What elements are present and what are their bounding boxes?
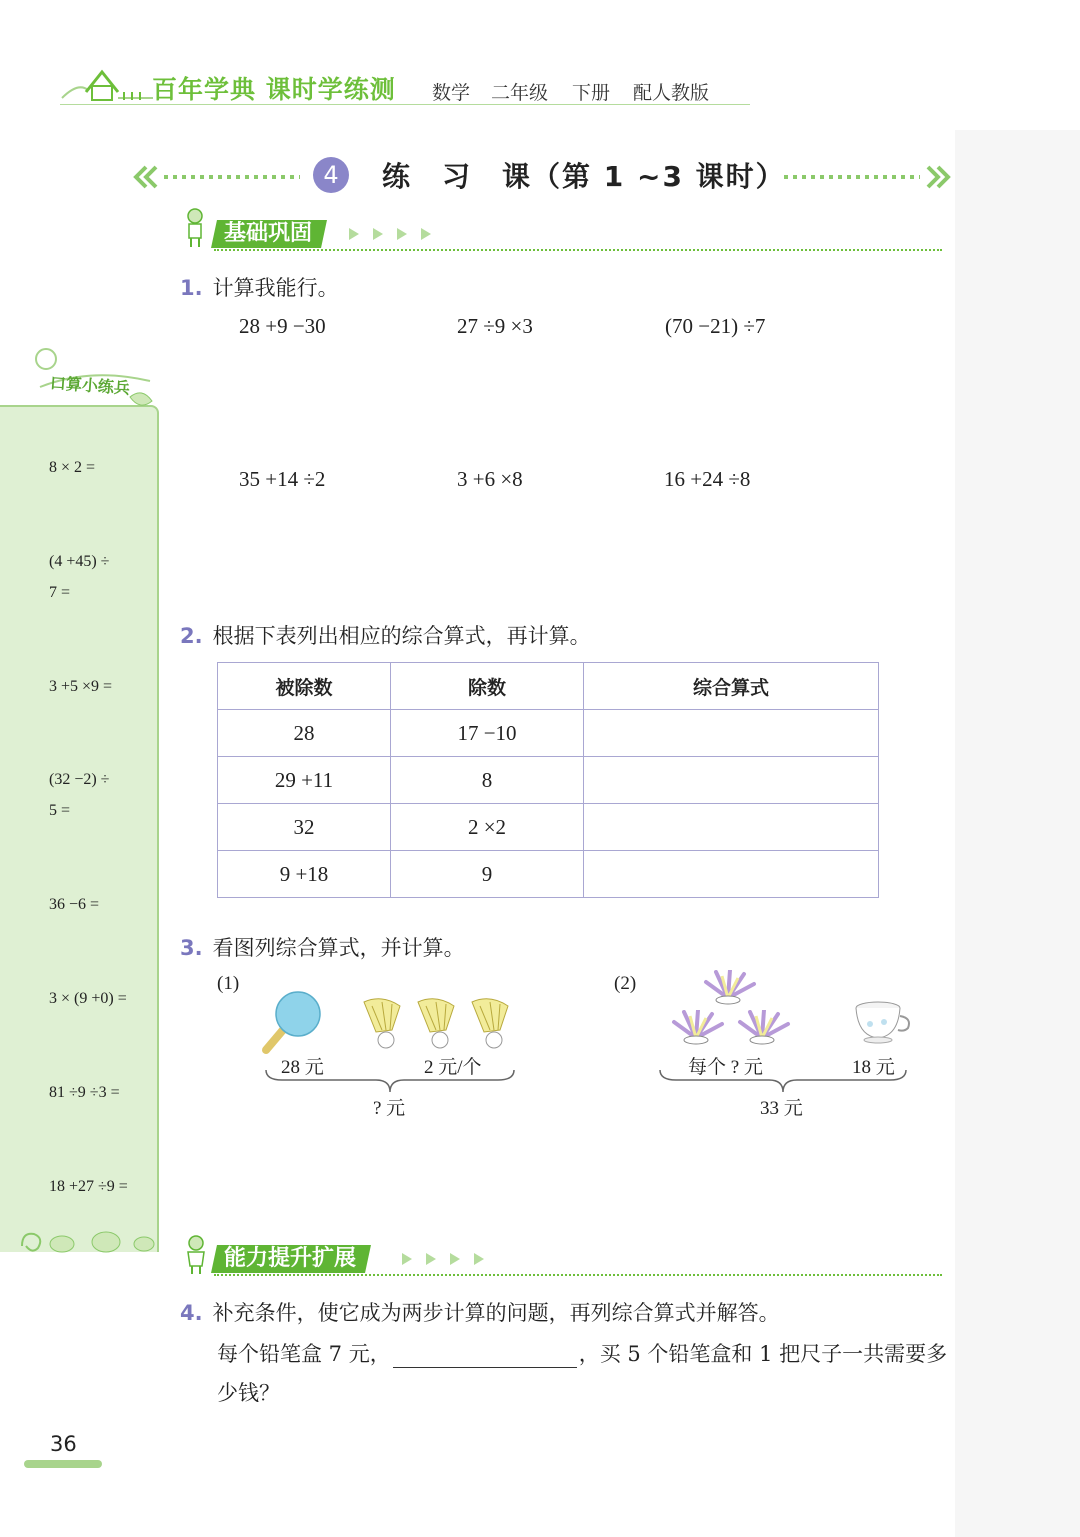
sidebar-item: 18 +27 ÷9 = [49, 1178, 128, 1195]
condition-text: 每个铅笔盒 7 元， [217, 1342, 391, 1366]
question-text: 计算我能行。 [212, 276, 339, 300]
total-label: 33 元 [760, 1098, 803, 1119]
table-cell: 28 [218, 710, 391, 757]
question-text-continued: ，买 5 个铅笔盒和 1 把尺子一共需要多 [578, 1342, 948, 1366]
feather-shuttlecock-icon [700, 970, 758, 1006]
sidebar-item: (32 −2) ÷ [49, 771, 110, 788]
table-row [218, 710, 879, 757]
price-label: 2 元/个 [424, 1057, 482, 1078]
lesson-title: 练 习 课（第 1 ~3 课时） [382, 160, 786, 193]
question-1 [180, 272, 339, 302]
part-label: (2) [614, 973, 637, 994]
price-label: 每个 ? 元 [688, 1057, 763, 1078]
table-cell: 32 [218, 804, 391, 851]
page-margin [955, 130, 1080, 1537]
table-cell: 9 +18 [218, 851, 391, 898]
sidebar-item: 8 × 2 = [49, 459, 96, 476]
page-number-bar [24, 1460, 102, 1468]
answer-cell[interactable] [584, 757, 879, 804]
table-row [218, 851, 879, 898]
question-text-continued: 少钱？ [217, 1381, 280, 1405]
sidebar-item: 7 = [49, 584, 71, 601]
part-label: (1) [217, 973, 240, 994]
column-header: 综合算式 [584, 663, 879, 710]
double-chevron-right-icon [782, 163, 952, 191]
expression: 27 ÷9 ×3 [457, 314, 533, 338]
table-cell: 9 [391, 851, 584, 898]
answer-cell[interactable] [584, 851, 879, 898]
question-number: 2. [180, 624, 203, 648]
section-divider [214, 249, 942, 251]
subject: 数学 [432, 82, 471, 104]
brand-title: 百年学典 课时学练测 [152, 75, 396, 104]
question-4 [180, 1297, 780, 1327]
shuttlecock-icon [360, 996, 410, 1052]
arrows-decoration-icon [345, 224, 435, 244]
table-cell: 2 ×2 [391, 804, 584, 851]
sidebar-label: 口算小练兵 [49, 373, 131, 398]
sidebar-item: 3 × (9 +0) = [49, 990, 127, 1007]
feather-shuttlecock-icon [734, 1010, 792, 1046]
brace-icon [656, 1068, 910, 1094]
total-label: ? 元 [373, 1098, 406, 1119]
question-text: 根据下表列出相应的综合算式，再计算。 [212, 624, 591, 648]
price-label: 28 元 [281, 1057, 324, 1078]
arrows-decoration-icon [398, 1249, 488, 1269]
ping-pong-paddle-icon [258, 990, 328, 1058]
question-4-body [217, 1338, 947, 1368]
table-row [218, 757, 879, 804]
section-banner-basic: 基础巩固 [211, 220, 327, 248]
sidebar-item: (4 +45) ÷ [49, 553, 110, 570]
expression: 28 +9 −30 [239, 314, 326, 338]
edition: 配人教版 [633, 82, 710, 104]
shuttlecock-icon [414, 996, 464, 1052]
volume: 下册 [572, 82, 611, 104]
expression: 16 +24 ÷8 [664, 467, 751, 491]
question-number: 1. [180, 276, 203, 300]
header-underline [60, 104, 750, 105]
price-label: 18 元 [852, 1057, 895, 1078]
table-row [218, 804, 879, 851]
double-chevron-left-icon [132, 163, 302, 191]
question-text: 补充条件，使它成为两步计算的问题，再列综合算式并解答。 [212, 1301, 780, 1325]
question-2 [180, 620, 591, 650]
shuttlecock-icon [468, 996, 518, 1052]
table-cell: 17 −10 [391, 710, 584, 757]
division-table [217, 662, 879, 898]
teacup-icon [852, 1000, 914, 1046]
page-number: 36 [50, 1432, 77, 1456]
expression: 35 +14 ÷2 [239, 467, 326, 491]
table-header-row [218, 663, 879, 710]
question-3 [180, 932, 465, 962]
question-number: 3. [180, 936, 203, 960]
grade: 二年级 [491, 82, 549, 104]
section-banner-advanced: 能力提升扩展 [211, 1245, 371, 1273]
student-mascot-icon [182, 207, 208, 249]
sidebar-item: 36 −6 = [49, 896, 100, 913]
lesson-number-badge: 4 [313, 157, 349, 193]
question-text: 看图列综合算式，并计算。 [212, 936, 465, 960]
swirl-mushroom-decoration-icon [14, 1222, 160, 1266]
blank-answer-line[interactable] [393, 1345, 577, 1368]
sidebar-item: 5 = [49, 802, 71, 819]
section-divider [214, 1274, 942, 1276]
table-cell: 8 [391, 757, 584, 804]
question-number: 4. [180, 1301, 203, 1325]
expression: 3 +6 ×8 [457, 467, 523, 491]
house-logo-icon [58, 62, 158, 106]
answer-cell[interactable] [584, 710, 879, 757]
brace-icon [262, 1068, 518, 1094]
column-header: 被除数 [218, 663, 391, 710]
sidebar-item: 3 +5 ×9 = [49, 678, 113, 695]
student-mascot-icon [182, 1234, 210, 1276]
table-cell: 29 +11 [218, 757, 391, 804]
mental-math-sidebar [0, 405, 159, 1252]
feather-shuttlecock-icon [668, 1010, 726, 1046]
expression: (70 −21) ÷7 [665, 314, 766, 338]
sidebar-item: 81 ÷9 ÷3 = [49, 1084, 120, 1101]
column-header: 除数 [391, 663, 584, 710]
answer-cell[interactable] [584, 804, 879, 851]
